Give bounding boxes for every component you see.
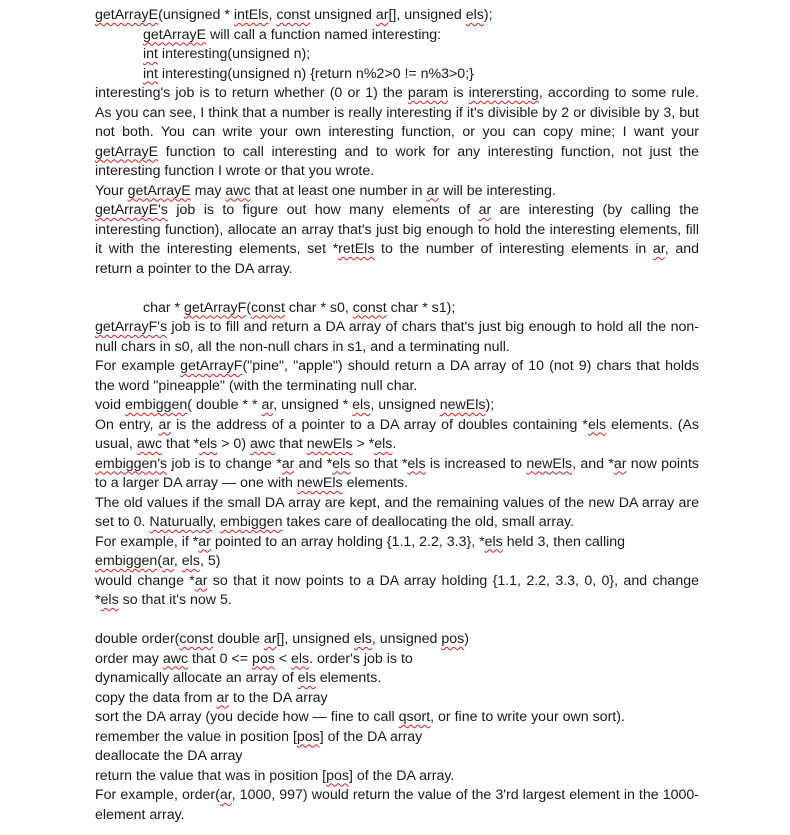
- text-segment: , unsigned: [371, 631, 442, 647]
- text-segment: job is to figure out how many elements of: [167, 202, 479, 218]
- text-segment: ] of the DA array: [319, 728, 423, 745]
- text-segment: , and return a pointer to the DA array.: [95, 241, 699, 277]
- spellcheck-flagged-word: pos: [326, 767, 349, 784]
- text-segment: that: [275, 436, 307, 452]
- spellcheck-flagged-word: els: [181, 553, 200, 569]
- text-segment: to the number of interesting elements in: [374, 241, 653, 257]
- text-segment: copy the data from: [95, 689, 217, 706]
- spellcheck-flagged-word: ar: [216, 689, 230, 706]
- text-segment: char * s0,: [284, 299, 353, 316]
- text-segment: so that it now points to a DA array holding {1.1, 2.2, 3.3, 0, 0}, and change *: [95, 572, 699, 608]
- text-segment: The old values if the small DA array are kept, and the remaining values of the new DA array are set to 0.: [95, 494, 699, 530]
- text-segment: and *: [294, 455, 333, 472]
- spellcheck-flagged-word: ar: [375, 7, 389, 23]
- spellcheck-flagged-word: newEls: [526, 455, 573, 472]
- text-segment: remember the value in position [: [95, 728, 297, 745]
- text-line: [95, 396, 699, 416]
- text-segment: > *: [352, 436, 375, 452]
- spellcheck-flagged-word: ar: [158, 416, 172, 433]
- text-segment: will call a function named interesting:: [206, 26, 442, 43]
- text-segment: [], unsigned: [388, 7, 466, 23]
- spellcheck-flagged-word: intEls: [233, 7, 269, 23]
- text-line: [95, 26, 699, 46]
- spellcheck-flagged-word: els: [587, 416, 607, 433]
- spellcheck-flagged-word: const: [276, 7, 311, 23]
- text-segment: elements.: [315, 670, 382, 686]
- spellcheck-flagged-word: pos: [296, 728, 320, 745]
- text-line: [95, 552, 699, 572]
- text-segment: interesting(unsigned n) {return n%2>0 != n%3>0;}: [157, 65, 474, 82]
- spellcheck-flagged-word: awc: [225, 182, 251, 199]
- spellcheck-flagged-word: els: [353, 631, 372, 647]
- text-segment: is: [448, 85, 469, 101]
- text-segment: .: [392, 436, 397, 452]
- spellcheck-flagged-word: param: [407, 85, 449, 101]
- text-paragraph: [95, 357, 699, 396]
- text-segment: will be interesting.: [439, 182, 556, 199]
- text-segment: For example, if *: [95, 533, 199, 550]
- text-segment: );: [485, 397, 495, 413]
- spellcheck-flagged-word: els: [297, 670, 316, 686]
- spellcheck-flagged-word: pos: [251, 650, 275, 667]
- text-segment: is the address of a pointer to a DA array of doubles containing *: [171, 416, 588, 433]
- text-segment: > 0): [217, 436, 250, 452]
- text-segment: to the DA array: [229, 689, 328, 706]
- spellcheck-flagged-word: int: [143, 46, 158, 62]
- text-line: [95, 299, 699, 319]
- text-segment: elements. (As usual,: [95, 416, 699, 452]
- text-segment: ] of the DA array.: [348, 767, 455, 784]
- text-line: [95, 45, 699, 65]
- text-segment: job is to change *: [167, 455, 282, 472]
- text-paragraph: [95, 494, 699, 533]
- spellcheck-flagged-word: ar: [162, 553, 174, 569]
- text-segment: ): [464, 631, 469, 647]
- spellcheck-flagged-word: Naturually: [149, 514, 213, 530]
- text-segment: interesting(unsigned n);: [157, 46, 311, 62]
- text-segment: that *: [162, 436, 200, 452]
- spellcheck-flagged-word: newEls: [439, 397, 486, 413]
- text-segment: For example, order(: [95, 787, 220, 803]
- text-segment: On entry,: [95, 416, 159, 433]
- text-paragraph: [95, 318, 699, 357]
- text-line: [95, 533, 699, 553]
- text-segment: [], unsigned: [276, 631, 354, 647]
- text-segment: , unsigned: [370, 397, 440, 413]
- text-segment: double order(: [95, 631, 180, 647]
- text-segment: (: [157, 553, 163, 569]
- text-segment: dynamically allocate an array of: [95, 670, 298, 686]
- spellcheck-flagged-word: ar: [263, 631, 277, 647]
- spellcheck-flagged-word: awc: [136, 436, 163, 452]
- text-segment: (unsigned *: [158, 7, 234, 23]
- text-paragraph: [95, 84, 699, 182]
- text-segment: are interesting (by calling the interesting function), allocate an array that's just big enough to hold the interesting elements, fill it with the interesting elements, set *: [95, 202, 699, 257]
- text-segment: so that *: [350, 455, 408, 472]
- text-segment: now points to a larger DA array — one with: [95, 455, 699, 491]
- spellcheck-flagged-word: qsort: [398, 709, 431, 725]
- text-segment: <: [274, 650, 291, 667]
- text-segment: deallocate the DA array: [95, 748, 243, 764]
- text-line: [95, 6, 699, 26]
- text-line: [95, 708, 699, 728]
- text-line: [95, 65, 699, 85]
- spellcheck-flagged-word: els: [484, 533, 503, 550]
- text-segment: , 1000, 997) would return the value of the 3'rd largest element in the 1000-element array.: [95, 787, 699, 823]
- text-segment: Your: [95, 182, 128, 199]
- spellcheck-flagged-word: getArrayE: [95, 7, 159, 23]
- text-segment: ,: [173, 553, 182, 569]
- document-body: [95, 6, 699, 825]
- spellcheck-flagged-word: getArrayE: [95, 143, 159, 160]
- spellcheck-flagged-word: els: [199, 436, 218, 452]
- spellcheck-flagged-word: interersting: [468, 85, 539, 101]
- text-segment: char *: [143, 299, 185, 316]
- text-segment: so that it's now 5.: [118, 592, 232, 608]
- spellcheck-flagged-word: getArrayF's: [95, 319, 168, 335]
- text-segment: that 0 <=: [188, 650, 252, 667]
- blank-line: [95, 611, 699, 631]
- spellcheck-flagged-word: embiggen: [220, 514, 283, 530]
- text-line: [95, 650, 699, 670]
- text-paragraph: [95, 572, 699, 611]
- spellcheck-flagged-word: ar: [219, 787, 232, 803]
- text-segment: ("pine", "apple") should return a DA array of 10 (not 9) chars that holds the word "pineapple" (with the terminating null char.: [95, 358, 699, 394]
- text-line: [95, 767, 699, 787]
- text-segment: ( double * *: [187, 397, 262, 413]
- text-line: [95, 747, 699, 767]
- text-segment: void: [95, 397, 125, 413]
- spellcheck-flagged-word: ar: [198, 533, 211, 550]
- text-segment: , 5): [199, 553, 221, 569]
- text-segment: interesting's job is to return whether (0 or 1) the: [95, 85, 408, 101]
- text-segment: would change *: [95, 572, 195, 589]
- spellcheck-flagged-word: embiggen: [124, 397, 188, 413]
- text-line: [95, 630, 699, 650]
- text-segment: For example: [95, 358, 181, 374]
- spellcheck-flagged-word: awc: [162, 650, 189, 667]
- spellcheck-flagged-word: newEls: [306, 436, 353, 452]
- spellcheck-flagged-word: els: [100, 592, 119, 608]
- spellcheck-flagged-word: embiggen: [95, 553, 158, 569]
- text-segment: order may: [95, 650, 163, 667]
- spellcheck-flagged-word: ar: [426, 182, 440, 199]
- text-paragraph: [95, 786, 699, 825]
- spellcheck-flagged-word: const: [352, 299, 387, 316]
- text-segment: that at least one number in: [250, 182, 427, 199]
- spellcheck-flagged-word: const: [179, 631, 214, 647]
- text-paragraph: [95, 455, 699, 494]
- text-segment: elements.: [342, 475, 409, 491]
- text-segment: held 3, then calling: [502, 533, 626, 550]
- text-segment: );: [483, 7, 493, 23]
- text-segment: unsigned: [310, 7, 376, 23]
- spellcheck-flagged-word: ar: [281, 455, 295, 472]
- spellcheck-flagged-word: els: [352, 397, 371, 413]
- spellcheck-flagged-word: retEls: [338, 241, 375, 257]
- spellcheck-flagged-word: ar: [478, 202, 492, 218]
- text-line: [95, 689, 699, 709]
- text-segment: may: [190, 182, 226, 199]
- text-segment: ,: [212, 514, 221, 530]
- text-segment: char * s1);: [386, 299, 456, 316]
- text-segment: takes care of deallocating the old, small array.: [282, 514, 574, 530]
- text-line: [95, 182, 699, 202]
- text-segment: is increased to: [425, 455, 527, 472]
- spellcheck-flagged-word: int: [143, 65, 158, 82]
- text-segment: return the value that was in position [: [95, 767, 327, 784]
- spellcheck-flagged-word: ar: [652, 241, 665, 257]
- spellcheck-flagged-word: ar: [261, 397, 274, 413]
- blank-line: [95, 279, 699, 299]
- spellcheck-flagged-word: getArrayE: [127, 182, 191, 199]
- spellcheck-flagged-word: els: [332, 455, 351, 472]
- spellcheck-flagged-word: awc: [250, 436, 276, 452]
- spellcheck-flagged-word: newEls: [296, 475, 343, 491]
- text-segment: pointed to an array holding {1.1, 2.2, 3.3}, *: [210, 533, 485, 550]
- text-segment: double: [213, 631, 264, 647]
- text-segment: (: [246, 299, 252, 316]
- text-segment: job is to fill and return a DA array of chars that's just big enough to hold all the non-null chars in s0, all the non-null chars in s1, and a terminating null.: [95, 319, 699, 355]
- text-segment: , according to some rule. As you can see, I think that a number is really interesting if it's divisible by 2 or divisible by 3, but not both. You can write your own interesting function, or you can copy mine; I want your: [95, 85, 699, 140]
- spellcheck-flagged-word: getArrayE: [143, 26, 207, 43]
- text-line: [95, 669, 699, 689]
- text-segment: sort the DA array (you decide how — fine to call: [95, 709, 399, 725]
- spellcheck-flagged-word: els: [291, 650, 310, 667]
- text-segment: . order's job is to: [309, 650, 413, 667]
- spellcheck-flagged-word: els: [465, 7, 484, 23]
- spellcheck-flagged-word: ar: [613, 455, 627, 472]
- spellcheck-flagged-word: getArrayF: [180, 358, 243, 374]
- spellcheck-flagged-word: ar: [194, 572, 208, 589]
- text-segment: , and *: [572, 455, 614, 472]
- text-segment: ,: [268, 7, 277, 23]
- spellcheck-flagged-word: getArrayF: [184, 299, 247, 316]
- spellcheck-flagged-word: getArrayE's: [95, 202, 168, 218]
- text-paragraph: [95, 201, 699, 279]
- text-line: [95, 728, 699, 748]
- spellcheck-flagged-word: els: [407, 455, 426, 472]
- spellcheck-flagged-word: embiggen's: [95, 455, 168, 472]
- spellcheck-flagged-word: const: [251, 299, 285, 316]
- text-paragraph: [95, 416, 699, 455]
- text-segment: , unsigned *: [273, 397, 353, 413]
- text-segment: function to call interesting and to work for any interesting function, not just the interesting function I wrote or that you wrote.: [95, 143, 699, 179]
- spellcheck-flagged-word: els: [374, 436, 393, 452]
- text-segment: , or fine to write your own sort).: [430, 709, 625, 725]
- spellcheck-flagged-word: pos: [441, 631, 465, 647]
